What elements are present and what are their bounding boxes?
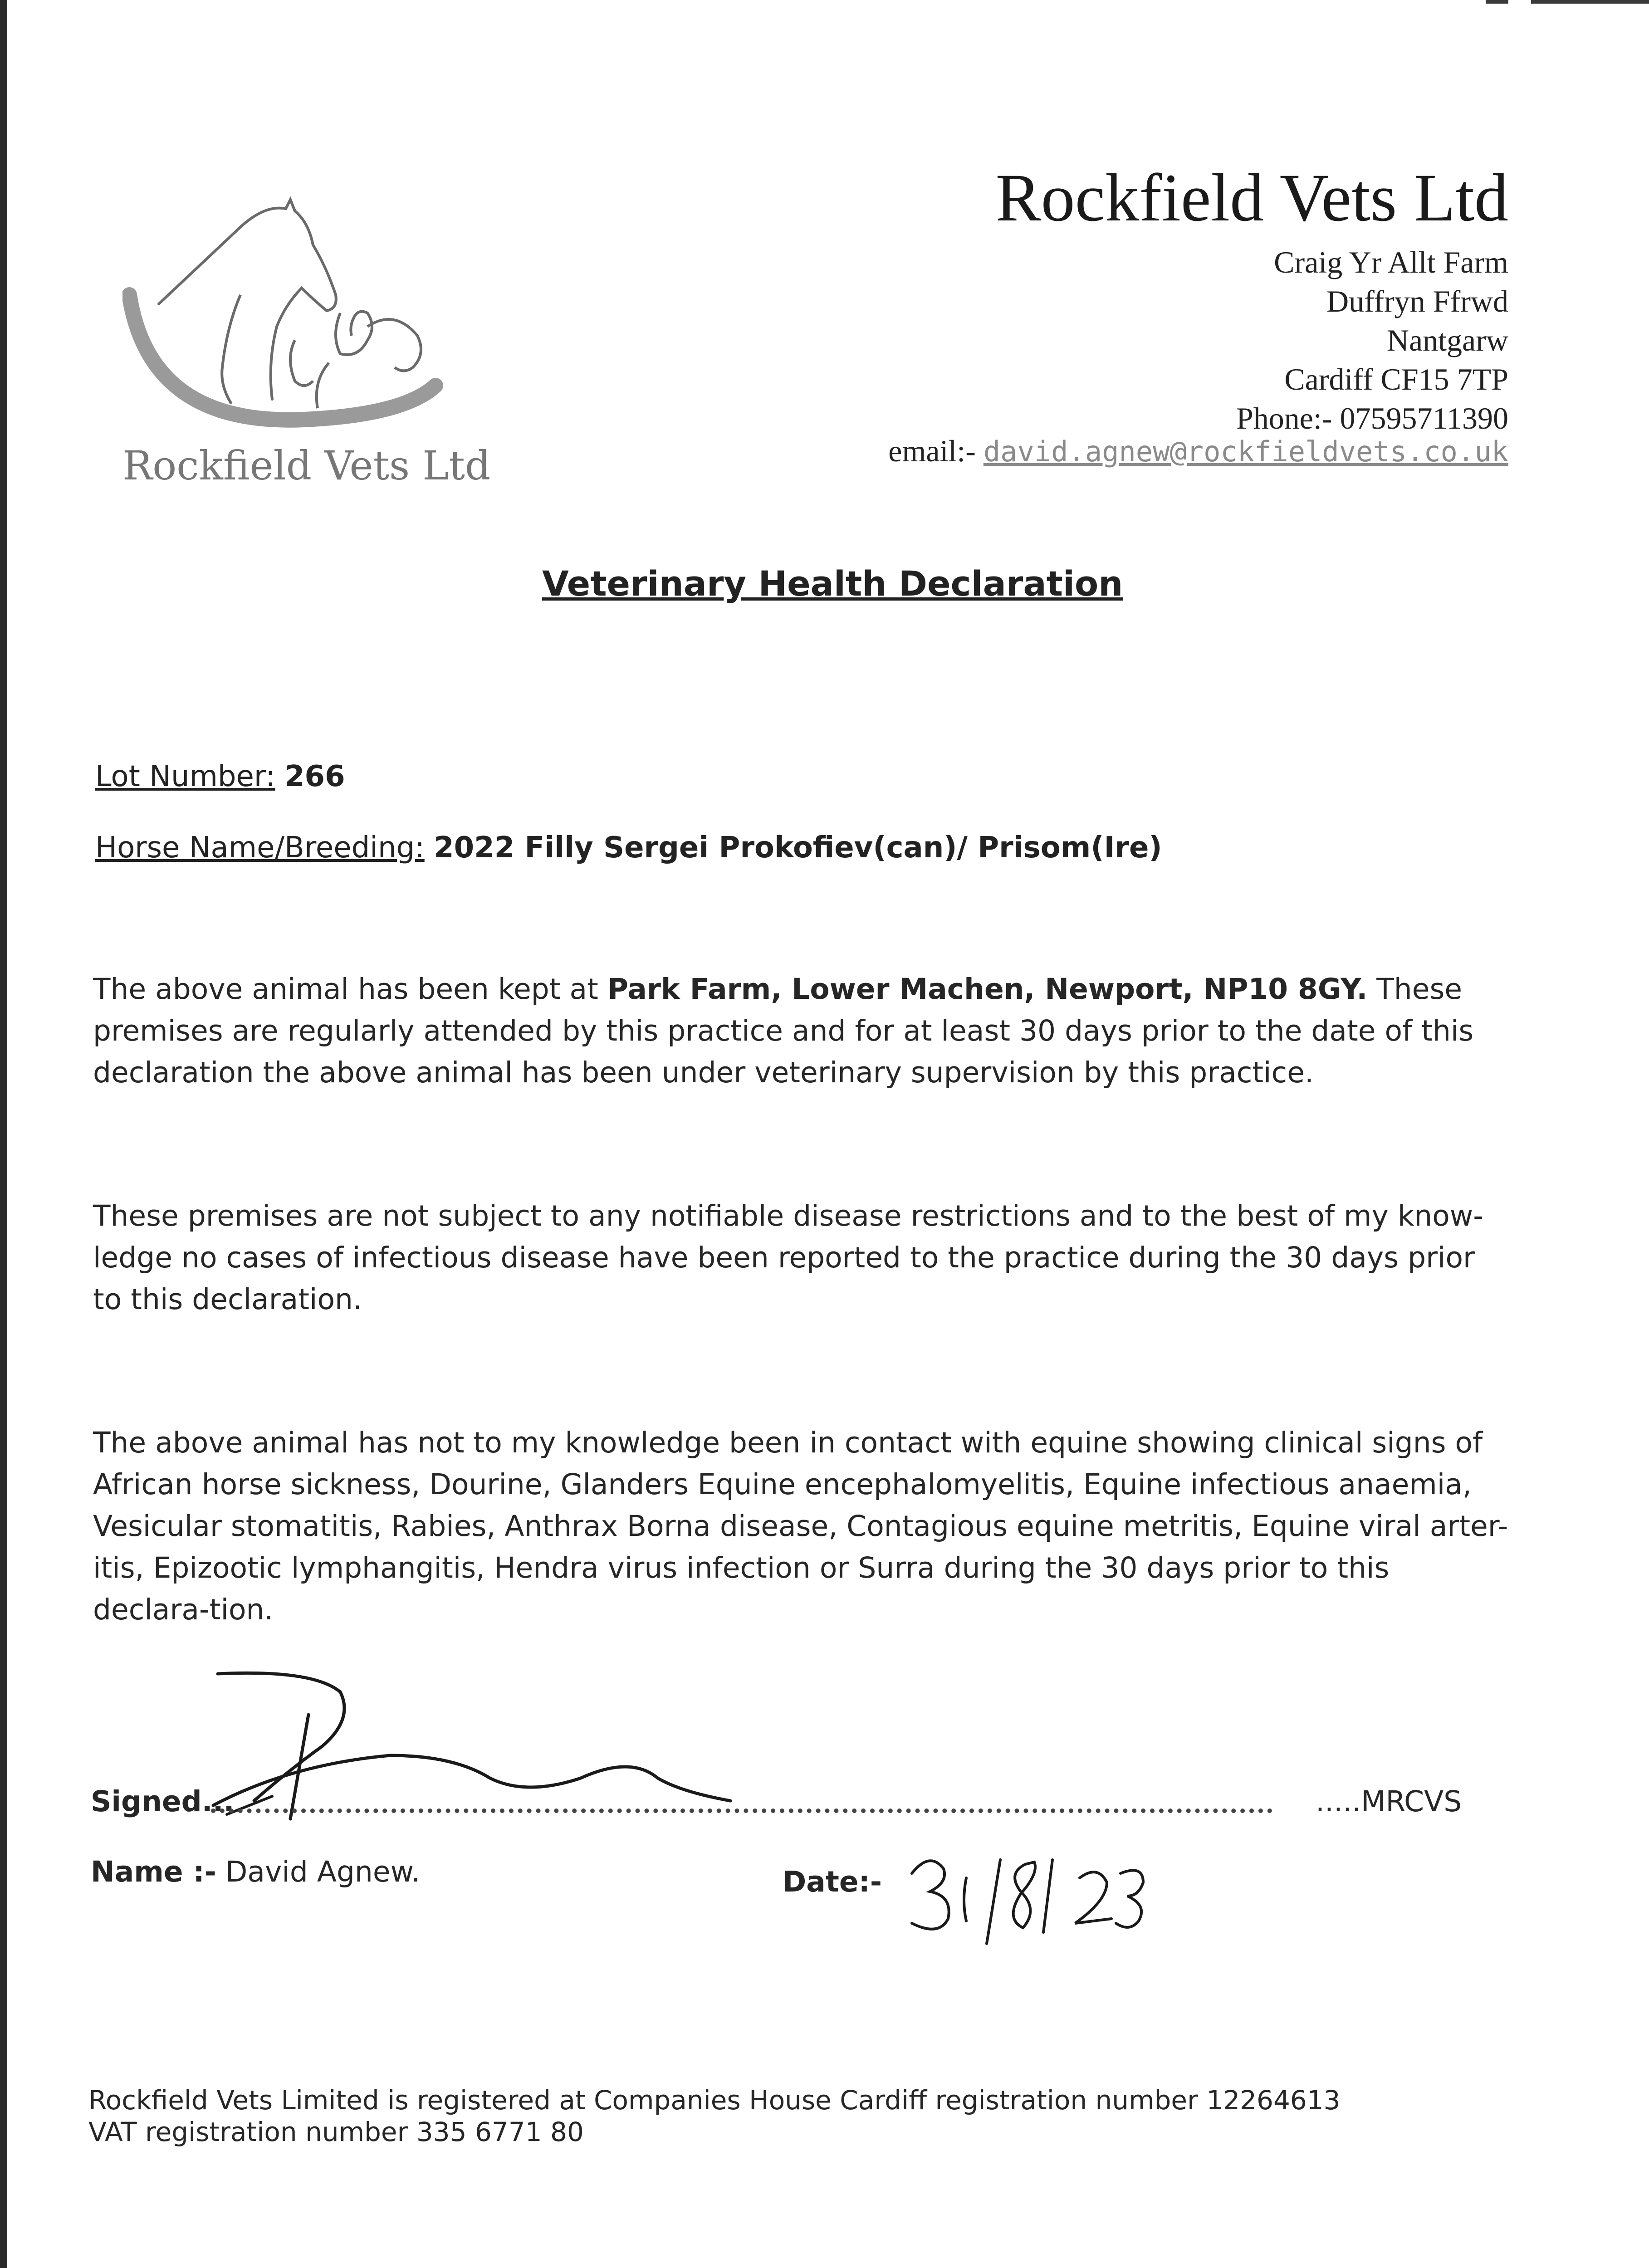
company-name: Rockfield Vets Ltd — [995, 160, 1508, 235]
vat-registration: VAT registration number 335 6771 80 — [88, 2116, 584, 2147]
scan-edge-border — [0, 0, 7, 2268]
phone-number: 07595711390 — [1340, 401, 1508, 435]
company-address — [1236, 243, 1508, 438]
address-line: Cardiff CF15 7TP — [1284, 362, 1508, 396]
date-label: Date:- — [783, 1865, 882, 1898]
address-line: Craig Yr Allt Farm — [1274, 245, 1508, 279]
document-title: Veterinary Health Declaration — [542, 563, 1123, 604]
horse-dog-cat-logo-icon — [122, 191, 458, 445]
signature-dotted-line — [211, 1809, 1272, 1813]
signatory-name — [91, 1855, 420, 1888]
signed-label: Signed... — [91, 1785, 235, 1818]
phone-line — [1236, 399, 1508, 438]
handwritten-date — [903, 1842, 1157, 1946]
premises-text-end: These premises are regularly attended by this practice and for at least 30 days prior to the date of this declaration the above animal has been under veterinary supervision by this practice. — [93, 973, 1474, 1089]
premises-location: Park Farm, Lower Machen, Newport, NP10 8GY. — [607, 973, 1368, 1006]
logo-caption: Rockfield Vets Ltd — [122, 442, 491, 489]
address-line: Nantgarw — [1386, 323, 1508, 357]
email-line — [888, 433, 1508, 469]
horse-name-value: 2022 Filly Sergei Prokofiev(can)/ Prisom(Ire) — [434, 831, 1162, 865]
name-label: Name :- — [91, 1855, 216, 1888]
premises-paragraph — [93, 968, 1508, 1094]
mrcvs-suffix: .....MRCVS — [1316, 1785, 1462, 1818]
scan-artifact-mark — [1486, 0, 1508, 4]
phone-label: Phone:- — [1236, 401, 1332, 435]
horse-name-label: Horse Name/Breeding: — [95, 831, 425, 865]
email-label: email:- — [888, 434, 976, 468]
email-link[interactable]: david.agnew@rockfieldvets.co.uk — [983, 435, 1508, 468]
horse-name-field — [95, 831, 1162, 865]
address-line: Duffryn Ffrwd — [1326, 284, 1508, 318]
premises-text-start: The above animal has been kept at — [93, 973, 607, 1006]
lot-number-field — [95, 760, 345, 793]
contact-declaration-paragraph: The above animal has not to my knowledge been in contact with equine showing clinical signs of African horse sickness, Dourine, Glanders Equine encephalomyelitis, Equine infectious anaemia, Vesicular stomatitis, Rabies, Anthrax Borna disease, Contagious equine metritis, Equine viral arter-itis, Epizootic lymphangitis, Hendra virus infection or Surra during the 30 days prior to this declara-tion. — [93, 1426, 1508, 1626]
name-value: David Agnew. — [225, 1855, 421, 1888]
company-registration: Rockfield Vets Limited is registered at Companies House Cardiff registration number 12264613 — [88, 2085, 1341, 2116]
registration-footer — [88, 2084, 1341, 2148]
disease-restrictions-paragraph: These premises are not subject to any notifiable disease restrictions and to the best of my know-ledge no cases of infectious disease have been reported to the practice during the 30 days prior to this declaration. — [93, 1199, 1484, 1316]
lot-number-label: Lot Number: — [95, 760, 275, 793]
lot-number-value: 266 — [284, 760, 345, 793]
scan-artifact-mark — [1531, 0, 1649, 4]
signature-line — [91, 1785, 1462, 1818]
